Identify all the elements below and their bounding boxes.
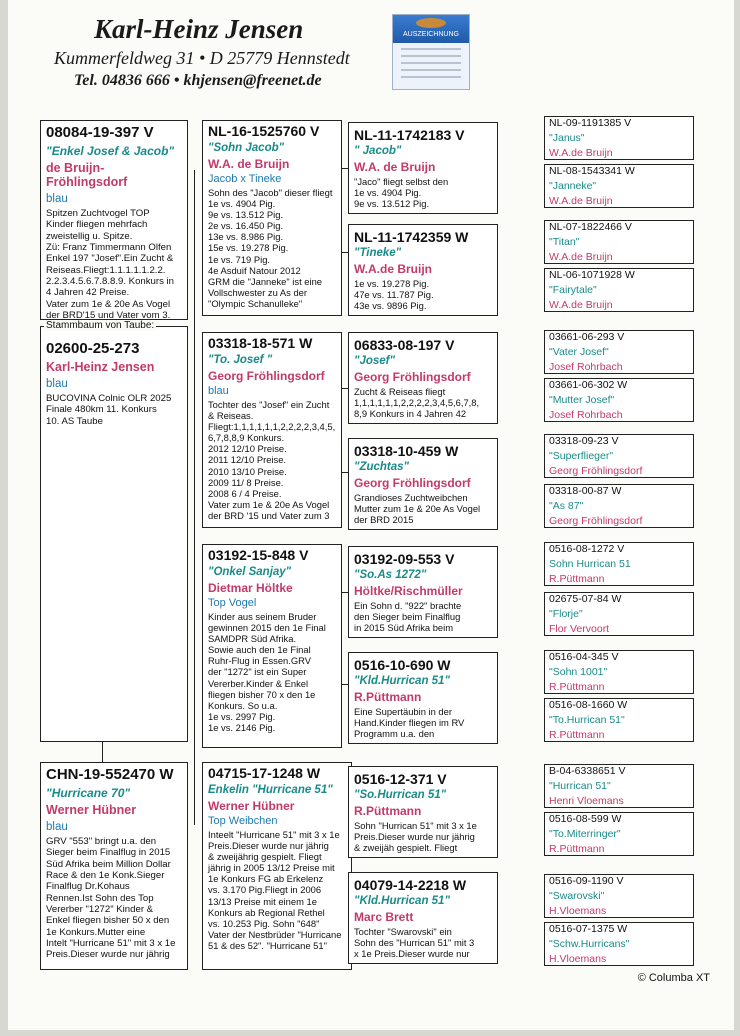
award-certificate-image <box>392 14 470 90</box>
pigeon-name: "Onkel Sanjay" <box>208 566 292 578</box>
ring-number: NL-16-1525760 V <box>208 123 320 139</box>
ring-number: B-04-6338651 V <box>549 765 626 777</box>
pigeon-name: "As 87" <box>549 500 584 512</box>
ring-number: 02600-25-273 <box>46 340 140 357</box>
breeder-name: W.A. de Bruijn <box>208 157 290 171</box>
ring-number: NL-07-1822466 V <box>549 221 632 233</box>
pigeon-color: Top Weibchen <box>208 815 278 827</box>
breeder-name: Josef Rohrbach <box>549 409 623 421</box>
grand-sire-card <box>348 122 498 214</box>
great-grand-card <box>544 220 694 264</box>
ring-number: 06833-08-197 V <box>354 337 455 353</box>
pigeon-name: "So.As 1272" <box>354 569 427 581</box>
pigeon-description: Tochter des "Josef" ein Zucht & Reiseas. Fliegt:1,1,1,1,1,1,2,2,2,2,3,4,5, 6,7,8,8,9 Konkurs. 2012 12/10 Preise. 2011 12/10 Preise. 2010 13/10 Preise. 2009 11/ 8 Preise. 2008 6 / 4 Preise. Vater zum 1e & 20e As Vogel der BRD '15 und Vater zum 3 <box>208 399 336 521</box>
breeder-name: H.Vloemans <box>549 953 607 965</box>
great-grand-card <box>544 116 694 160</box>
pigeon-name: "So.Hurrican 51" <box>354 789 447 801</box>
pigeon-name: "Superflieger" <box>549 450 614 462</box>
pedigree-sheet <box>8 0 734 1030</box>
grand-sire-card <box>348 766 498 858</box>
breeder-name: Karl-Heinz Jensen <box>46 360 155 374</box>
great-grand-card <box>544 764 694 808</box>
pigeon-description: Eine Supertäubin in der Hand.Kinder fliegen im RV Programm u.a. den <box>354 706 465 740</box>
breeder-name: R.Püttmann <box>549 729 605 741</box>
breeder-name: Werner Hübner <box>46 803 137 817</box>
ring-number: CHN-19-552470 W <box>46 766 174 783</box>
ring-number: 03192-15-848 V <box>208 547 309 563</box>
breeder-name: Werner Hübner <box>208 799 295 813</box>
pigeon-name: "Tineke" <box>354 247 402 259</box>
pigeon-color: blau <box>46 193 68 205</box>
great-grand-card <box>544 698 694 742</box>
great-grand-card <box>544 592 694 636</box>
pigeon-description: Tochter "Swarovski" ein Sohn des "Hurrican 51" mit 3 x 1e Preis.Dieser wurde nur <box>354 926 475 960</box>
breeder-name: Georg Fröhlingsdorf <box>549 515 643 527</box>
breeder-name: H.Vloemans <box>549 905 607 917</box>
ring-number: 03318-00-87 W <box>549 485 622 497</box>
award-logo-icon <box>416 18 446 28</box>
great-grand-card <box>544 874 694 918</box>
pigeon-name: "To. Josef " <box>208 354 273 366</box>
stammbaum-label: Stammbaum von Taube: <box>46 320 155 331</box>
pigeon-color: blau <box>46 821 68 833</box>
breeder-name: Josef Rohrbach <box>549 361 623 373</box>
grand-sire-card <box>348 546 498 638</box>
sire-card <box>40 120 188 320</box>
pigeon-description: "Jaco" fliegt selbst den 1e vs. 4904 Pig. 9e vs. 13.512 Pig. <box>354 176 449 210</box>
breeder-name: W.A.de Bruijn <box>354 262 432 276</box>
pigeon-name: "Janneke" <box>549 180 597 192</box>
ring-number: NL-11-1742183 V <box>354 127 465 143</box>
ring-number: 04715-17-1248 W <box>208 765 321 781</box>
great-grand-card <box>544 378 694 422</box>
breeder-name: W.A.de Bruijn <box>549 147 613 159</box>
breeder-name: W.A. de Bruijn <box>354 160 436 174</box>
breeder-name: W.A.de Bruijn <box>549 195 613 207</box>
breeder-name: R.Püttmann <box>549 843 605 855</box>
breeder-name: Georg Fröhlingsdorf <box>549 465 643 477</box>
breeder-name: R.Püttmann <box>354 804 422 818</box>
pigeon-name: "Swarovski" <box>549 890 605 902</box>
pigeon-name: "Janus" <box>549 132 585 144</box>
ring-number: 03318-10-459 W <box>354 443 459 459</box>
grand-dam-card <box>348 224 498 316</box>
ring-number: 03318-09-23 V <box>549 435 619 447</box>
ring-number: 03318-18-571 W <box>208 335 313 351</box>
breeder-name: Marc Brett <box>354 910 414 924</box>
ring-number: 0516-08-1660 W <box>549 699 628 711</box>
pigeon-name: "To.Hurrican 51" <box>549 714 625 726</box>
great-grand-card <box>544 484 694 528</box>
grand-sire-card <box>348 332 498 424</box>
pigeon-description: BUCOVINA Colnic OLR 2025 Finale 480km 11. Konkurs 10. AS Taube <box>46 393 172 427</box>
owner-address: Kummerfeldweg 31 • D 25779 Hennstedt <box>54 48 350 68</box>
great-grand-card <box>544 650 694 694</box>
great-grand-card <box>544 164 694 208</box>
dam-card <box>40 762 188 970</box>
pigeon-name: "Hurrican 51" <box>549 780 611 792</box>
ring-number: 08084-19-397 V <box>46 124 154 141</box>
pigeon-name: Sohn Hurrican 51 <box>549 558 631 570</box>
ring-number: 0516-08-1272 V <box>549 543 625 555</box>
ring-number: 0516-04-345 V <box>549 651 619 663</box>
subject-card <box>40 326 188 742</box>
pigeon-description: GRV "553" bringt u.a. den Sieger beim Finalflug in 2015 Süd Afrika beim Million Dollar Race & den 1e Konk.Sieger Finalflug Dr.Kohaus Rennen.Ist Sohn des Top Vererber "1272" Kinder & Enkel fliegen bisher 50 x den 1e Konkurs.Mutter eine Intelt "Hurricane 51" mit 3 x 1e Preis.Dieser wurde nur jährig <box>46 836 176 961</box>
pigeon-description: 1e vs. 19.278 Pig. 47e vs. 11.787 Pig. 43e vs. 9896 Pig. <box>354 278 434 312</box>
owner-name: Karl-Heinz Jensen <box>94 14 304 44</box>
pigeon-name: Enkelin "Hurricane 51" <box>208 784 333 796</box>
pigeon-description: Zucht & Reiseas fliegt 1,1,1,1,1,1,2,2,2,2,3,4,5,6,7,8, 8,9 Konkurs in 4 Jahren 42 <box>354 386 480 420</box>
pigeon-name: " Jacob" <box>354 145 402 157</box>
grand-dam-card <box>348 438 498 530</box>
ring-number: NL-09-1191385 V <box>549 117 632 129</box>
sire-sire-card <box>202 120 342 316</box>
pigeon-name: "Fairytale" <box>549 284 597 296</box>
pigeon-description: Spitzen Zuchtvogel TOP Kinder fliegen mehrfach zweistellig u. Spitze. Zü: Franz Timmermann Olfen Enkel 197 "Josef".Ein Zucht & Reiseas.Fliegt:1.1.1.1.1.2.2. 2.2.3.4.5.6.7.8.8.9. Konkurs in 4 Jahren 42 Preise. Vater zum 1e & 20e As Vogel der BRD'15 und Vater vom 3. <box>46 208 175 320</box>
ring-number: 04079-14-2218 W <box>354 877 467 893</box>
pigeon-name: "Vater Josef" <box>549 346 609 358</box>
ring-number: 0516-12-371 V <box>354 771 447 787</box>
breeder-name: W.A.de Bruijn <box>549 251 613 263</box>
great-grand-card <box>544 434 694 478</box>
pigeon-description: Kinder aus seinem Bruder gewinnen 2015 den 1e Final SAMDPR Süd Afrika. Sowie auch den 1e Final Ruhr-Flug in Essen.GRV der "1272" ist ein Super Vererber.Kinder & Enkel fliegen bisher 70 x den 1e Konkurs. So u.a. 1e vs. 2997 Pig. 1e vs. 2146 Pig. <box>208 611 326 733</box>
pigeon-color: Top Vogel <box>208 597 257 609</box>
pigeon-name: "Sohn Jacob" <box>208 142 285 154</box>
breeder-name: R.Püttmann <box>549 573 605 585</box>
great-grand-card <box>544 922 694 966</box>
breeder-name: Georg Fröhlingsdorf <box>208 369 325 383</box>
award-title: AUSZEICHNUNG <box>402 31 459 38</box>
ring-number: NL-08-1543341 W <box>549 165 635 177</box>
pigeon-name: "Kld.Hurrican 51" <box>354 895 450 907</box>
pigeon-name: "Florje" <box>549 608 583 620</box>
breeder-name: Georg Fröhlingsdorf <box>354 476 471 490</box>
pigeon-description: Grandioses Zuchtweibchen Mutter zum 1e & 20e As Vogel der BRD 2015 <box>354 492 481 526</box>
breeder-name: W.A.de Bruijn <box>549 299 613 311</box>
ring-number: 0516-08-599 W <box>549 813 622 825</box>
grand-dam-card <box>348 652 498 744</box>
ring-number: 0516-10-690 W <box>354 657 451 673</box>
breeder-name: R.Püttmann <box>549 681 605 693</box>
great-grand-card <box>544 268 694 312</box>
pigeon-name: "Enkel Josef & Jacob" <box>46 144 175 158</box>
pigeon-name: "Mutter Josef" <box>549 394 615 406</box>
great-grand-card <box>544 812 694 856</box>
dam-sire-card <box>202 544 342 748</box>
pigeon-description: Inteelt "Hurricane 51" mit 3 x 1e Preis.Dieser wurde nur jährig & zweijährig gespielt. Fliegt jährig in 2005 13/12 Preise mit 1e Konkurs FG ab Erkelenz vs. 3.170 Pig.Fliegt in 2006 13/13 Preise mit einem 1e Konkurs ab Regional Rethel vs. 10.253 Pig. Sohn "648" Vater der Nestbrüder "Hurricane 51 & des 52". "Hurricane 51" <box>208 829 342 951</box>
breeder-name: Georg Fröhlingsdorf <box>354 370 471 384</box>
breeder-name: Henri Vloemans <box>549 795 624 807</box>
connector-line <box>194 170 195 825</box>
breeder-name: Höltke/Rischmüller <box>354 584 463 598</box>
ring-number: NL-11-1742359 W <box>354 229 469 245</box>
pigeon-description: Sohn des "Jacob" dieser fliegt 1e vs. 4904 Pig. 9e vs. 13.512 Pig. 2e vs. 16.450 Pig. 13e vs. 8.986 Pig. 15e vs. 19.278 Pig. 1e vs. 719 Pig. 4e Asduif Natour 2012 GRM die "Janneke" ist eine Vollschwester zu As der "Olympic Schanulleke" <box>208 187 333 309</box>
pigeon-color: blau <box>46 378 68 390</box>
breeder-name: de Bruijn- Fröhlingsdorf <box>46 161 128 189</box>
ring-number: 02675-07-84 W <box>549 593 622 605</box>
grand-dam-card <box>348 872 498 964</box>
connector-line <box>102 740 103 762</box>
ring-number: 03661-06-302 W <box>549 379 628 391</box>
pigeon-name: "Hurricane 70" <box>46 786 131 800</box>
ring-number: NL-06-1071928 W <box>549 269 635 281</box>
pigeon-name: "Zuchtas" <box>354 461 409 473</box>
pigeon-description: Sohn "Hurrican 51" mit 3 x 1e Preis.Dieser wurde nur jährig & zweijäh gespielt. Fliegt <box>354 820 477 854</box>
ring-number: 0516-07-1375 W <box>549 923 628 935</box>
ring-number: 03192-09-553 V <box>354 551 455 567</box>
owner-contact: Tel. 04836 666 • khjensen@freenet.de <box>74 72 322 89</box>
sire-dam-card <box>202 332 342 528</box>
pigeon-description: Ein Sohn d. "922" brachte den Sieger beim Finalflug in 2015 Süd Afrika beim <box>354 600 462 634</box>
pigeon-name: "Josef" <box>354 355 395 367</box>
breeder-name: R.Püttmann <box>354 690 422 704</box>
great-grand-card <box>544 330 694 374</box>
dam-dam-card <box>202 762 352 970</box>
ring-number: 03661-06-293 V <box>549 331 625 343</box>
great-grand-card <box>544 542 694 586</box>
pigeon-color: blau <box>208 385 229 397</box>
ring-number: 0516-09-1190 V <box>549 875 624 887</box>
copyright-footer: © Columba XT <box>637 972 710 984</box>
pigeon-name: "Kld.Hurrican 51" <box>354 675 450 687</box>
breeder-name: Dietmar Höltke <box>208 581 293 595</box>
pigeon-name: "Sohn 1001" <box>549 666 608 678</box>
pigeon-name: "Schw.Hurricans" <box>549 938 630 950</box>
pigeon-name: "To.Miterringer" <box>549 828 621 840</box>
pigeon-color: Jacob x Tineke <box>208 173 282 185</box>
pigeon-name: "Titan" <box>549 236 580 248</box>
breeder-name: Flor Vervoort <box>549 623 610 635</box>
